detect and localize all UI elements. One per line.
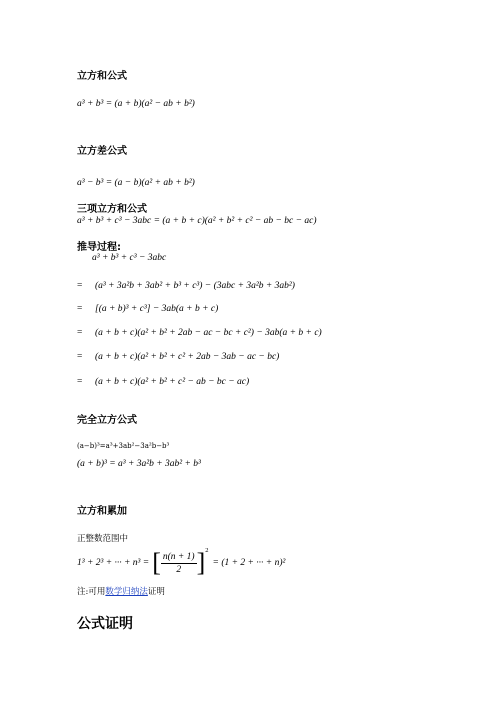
formula-left: 1³ + 2³ + ··· + n³ = bbox=[77, 558, 150, 568]
cube-diff-title: 立方差公式 bbox=[77, 146, 127, 157]
fraction bbox=[161, 552, 197, 575]
equals-sign: = bbox=[77, 304, 83, 314]
cube-diff-formula: a³ − b³ = (a − b)(a² + ab + b²) bbox=[77, 178, 195, 188]
three-term-formula: a³ + b³ + c³ − 3abc = (a + b + c)(a² + b² + c² − ab − bc − ac) bbox=[77, 216, 317, 226]
three-term-title: 三项立方和公式 bbox=[77, 204, 147, 215]
right-bracket: ] bbox=[196, 548, 206, 577]
perfect-cube-title: 完全立方公式 bbox=[77, 415, 137, 426]
derivation-start: a³ + b³ + c³ − 3abc bbox=[92, 253, 167, 263]
equals-sign: = bbox=[77, 377, 83, 387]
derivation-label: 推导过程: bbox=[77, 242, 121, 253]
derivation-step-2 bbox=[77, 304, 218, 314]
step-expression: (a + b + c)(a² + b² + c² + 2ab − 3ab − ac − bc) bbox=[95, 352, 280, 362]
equals-sign: = bbox=[77, 352, 83, 362]
fraction-numerator: n(n + 1) bbox=[162, 551, 195, 562]
step-expression: (a + b + c)(a² + b² + 2ab − ac − bc + c²) − 3ab(a + b + c) bbox=[95, 328, 322, 338]
step-expression: [(a + b)³ + c³] − 3ab(a + b + c) bbox=[95, 304, 219, 314]
perfect-cube-formula: (a + b)³ = a³ + 3a²b + 3ab² + b³ bbox=[77, 459, 201, 469]
equals-sign: = bbox=[77, 328, 83, 338]
cube-power-sum-title: 立方和累加 bbox=[77, 506, 127, 517]
formula-right: = (1 + 2 + ··· + n)² bbox=[212, 558, 286, 568]
cube-power-sum-formula bbox=[77, 545, 285, 581]
fraction-denominator: 2 bbox=[176, 564, 182, 575]
left-bracket: [ bbox=[152, 548, 161, 577]
exponent: 2 bbox=[205, 547, 209, 554]
derivation-step-1 bbox=[77, 281, 295, 291]
math-induction-link[interactable]: 数学归纳法 bbox=[105, 587, 148, 597]
step-expression: (a + b + c)(a² + b² + c² − ab − bc − ac) bbox=[95, 377, 250, 387]
derivation-step-4 bbox=[77, 352, 279, 362]
perfect-cube-plain-line: (a−b)³=a³+3ab²−3a²b−b³ bbox=[77, 442, 170, 450]
derivation-step-3 bbox=[77, 328, 322, 338]
note-suffix: 证明 bbox=[147, 587, 165, 597]
proof-note bbox=[77, 585, 165, 597]
step-expression: (a³ + 3a²b + 3ab² + b³ + c³) − (3abc + 3a²b + 3ab²) bbox=[95, 281, 295, 291]
cube-power-sum-intro: 正整数范围中 bbox=[77, 534, 129, 544]
cube-sum-formula: a³ + b³ = (a + b)(a² − ab + b²) bbox=[77, 99, 195, 109]
cube-sum-title: 立方和公式 bbox=[77, 71, 127, 82]
note-prefix: 注:可用 bbox=[77, 587, 106, 597]
proof-title: 公式证明 bbox=[77, 616, 133, 632]
equals-sign: = bbox=[77, 281, 83, 291]
derivation-step-5 bbox=[77, 377, 249, 387]
